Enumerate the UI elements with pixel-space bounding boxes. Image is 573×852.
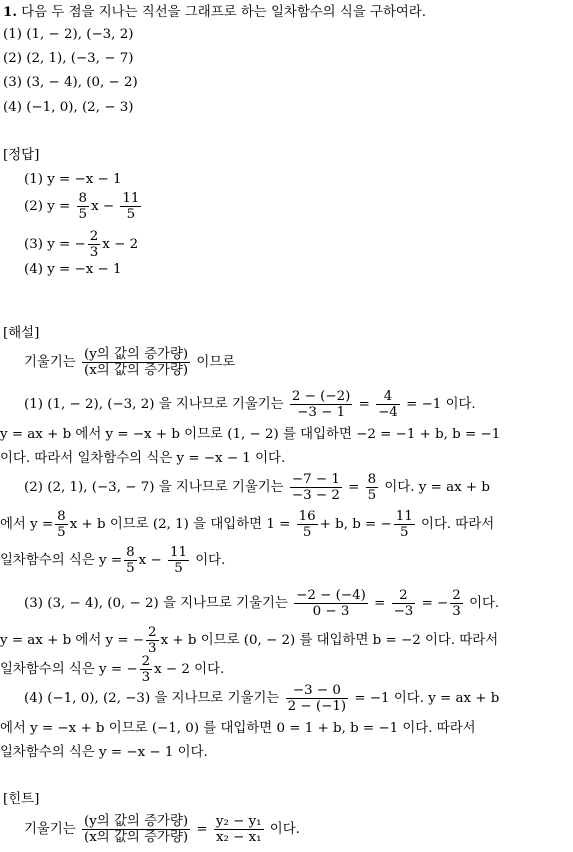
solution-1-line-1: (1) (1, − 2), (−3, 2) 을 지나므로 기울기는 $\frac{2 - (-2)}{-3 - 1}$ = $\frac{4}{-4}$ = −1 이다. bbox=[24, 389, 476, 420]
problem-item-3: (3) (3, − 4), (0, − 2) bbox=[3, 75, 138, 90]
solution-3-text: (3) (3, − 4), (0, − 2) 을 지나므로 기울기는 bbox=[24, 596, 288, 611]
fraction bbox=[77, 192, 90, 221]
numerator: −7 − 1 bbox=[291, 472, 340, 487]
numerator: 2 bbox=[392, 589, 416, 604]
denominator: −3 bbox=[393, 604, 414, 619]
solution-2-line-3 bbox=[0, 546, 225, 575]
text: 이다. 따라서 bbox=[421, 517, 495, 532]
text: 일차함수의 식은 y = bbox=[0, 553, 123, 568]
text: 일차함수의 식은 y = − bbox=[0, 662, 138, 677]
fraction bbox=[214, 815, 264, 844]
denominator: 5 bbox=[78, 207, 88, 222]
denominator: 5 bbox=[57, 525, 66, 540]
text: x + b 이므로 (0, − 2) 를 대입하면 b = −2 이다. 따라서 bbox=[160, 633, 499, 648]
text: x − 2 이다. bbox=[154, 662, 225, 677]
denominator: 5 bbox=[126, 207, 136, 222]
hint-prefix: 기울기는 bbox=[24, 822, 76, 837]
fraction bbox=[55, 510, 68, 539]
solution-header: [해설] bbox=[3, 326, 40, 341]
solution-4-line-2: 에서 y = −x + b 이므로 (−1, 0) 를 대입하면 0 = 1 + b, b = −1 이다. 따라서 bbox=[0, 721, 476, 736]
numerator: 8 bbox=[126, 545, 135, 560]
numerator: 11 bbox=[395, 509, 413, 524]
fraction bbox=[120, 192, 141, 221]
solution-2-line-1: (2) (2, 1), (−3, − 7) 을 지나므로 기울기는 $\frac{-7 - 1}{-3 - 2}$ = $\frac{8}{5}$ 이다. y = ax + b bbox=[24, 472, 490, 503]
fraction bbox=[290, 390, 352, 419]
fraction bbox=[294, 589, 368, 618]
solution-2-result: 이다. y = ax + b bbox=[384, 480, 490, 495]
denominator: 3 bbox=[141, 670, 151, 685]
fraction bbox=[376, 390, 400, 419]
fraction bbox=[392, 589, 416, 618]
answer-2-prefix: (2) y = bbox=[24, 199, 71, 214]
fraction bbox=[140, 655, 153, 684]
problem-line bbox=[3, 4, 426, 21]
numerator: 2 − (−2) bbox=[291, 389, 351, 404]
problem-item-1: (1) (1, − 2), (−3, 2) bbox=[3, 27, 134, 42]
numerator: y₂ − y₁ bbox=[215, 814, 262, 829]
hint-suffix: 이다. bbox=[269, 822, 300, 837]
fraction bbox=[168, 546, 189, 575]
answer-1: (1) y = −x − 1 bbox=[24, 172, 122, 187]
denominator: 0 − 3 bbox=[312, 604, 350, 619]
numerator: 11 bbox=[169, 545, 187, 560]
numerator: (y의 값의 증가량) bbox=[84, 347, 189, 362]
solution-3-line-2 bbox=[0, 626, 498, 655]
text: x + b 이므로 (2, 1) 을 대입하면 1 = bbox=[69, 517, 291, 532]
denominator: 5 bbox=[126, 561, 135, 576]
text: + b, b = − bbox=[319, 517, 392, 532]
denominator: −3 − 1 bbox=[297, 405, 346, 420]
denominator: (x의 값의 증가량) bbox=[84, 830, 189, 845]
numerator: 8 bbox=[57, 509, 66, 524]
solution-1-text: (1) (1, − 2), (−3, 2) 을 지나므로 기울기는 bbox=[24, 397, 284, 412]
numerator: 2 bbox=[89, 229, 99, 244]
solution-4-line-3: 일차함수의 식은 y = −x − 1 이다. bbox=[0, 745, 208, 760]
text: y = ax + b 에서 y = − bbox=[0, 633, 145, 648]
answer-3-prefix: (3) y = − bbox=[24, 237, 86, 252]
denominator: 5 bbox=[174, 561, 183, 576]
solution-3-result: 이다. bbox=[469, 596, 500, 611]
problem-item-4: (4) (−1, 0), (2, − 3) bbox=[3, 100, 134, 115]
answer-2-mid: x − bbox=[91, 199, 115, 214]
fraction bbox=[366, 473, 379, 502]
fraction bbox=[124, 546, 137, 575]
denominator: 2 − (−1) bbox=[287, 699, 347, 714]
fraction bbox=[394, 510, 415, 539]
numerator: 8 bbox=[78, 191, 88, 206]
numerator: −3 − 0 bbox=[286, 684, 348, 699]
solution-4-result: = −1 이다. y = ax + b bbox=[354, 691, 500, 706]
answer-header: [정답] bbox=[3, 148, 40, 163]
answer-4: (4) y = −x − 1 bbox=[24, 262, 122, 277]
answer-3 bbox=[24, 230, 138, 259]
denominator: 3 bbox=[452, 604, 461, 619]
solution-3-line-3 bbox=[0, 655, 224, 684]
text: 에서 y = bbox=[0, 517, 54, 532]
hint-formula bbox=[24, 815, 300, 844]
denominator: (x의 값의 증가량) bbox=[84, 363, 189, 378]
solution-1-result: = −1 이다. bbox=[406, 397, 476, 412]
denominator: −3 − 2 bbox=[291, 488, 340, 503]
solution-2-text: (2) (2, 1), (−3, − 7) 을 지나므로 기울기는 bbox=[24, 480, 284, 495]
numerator: 2 bbox=[141, 654, 151, 669]
fraction bbox=[450, 589, 463, 618]
slope-suffix: 이므로 bbox=[196, 355, 236, 370]
numerator: 11 bbox=[122, 191, 140, 206]
fraction bbox=[286, 684, 348, 713]
denominator: 3 bbox=[148, 641, 157, 656]
solution-slope-def bbox=[24, 348, 235, 377]
hint-header: [힌트] bbox=[3, 792, 40, 807]
numerator: (y의 값의 증가량) bbox=[84, 814, 189, 829]
numerator: 8 bbox=[367, 472, 377, 487]
problem-item-2: (2) (2, 1), (−3, − 7) bbox=[3, 51, 134, 66]
slope-prefix: 기울기는 bbox=[24, 355, 76, 370]
denominator: 5 bbox=[302, 525, 312, 540]
fraction bbox=[297, 510, 318, 539]
denominator: x₂ − x₁ bbox=[215, 830, 262, 845]
answer-2 bbox=[24, 192, 143, 221]
numerator: 16 bbox=[298, 509, 316, 524]
denominator: 3 bbox=[89, 245, 99, 260]
numerator: 4 bbox=[376, 390, 400, 405]
denominator: −4 bbox=[378, 405, 398, 420]
equals-sign: = bbox=[196, 822, 208, 837]
answer-3-suffix: x − 2 bbox=[102, 237, 139, 252]
fraction bbox=[290, 473, 342, 502]
numerator: 2 bbox=[148, 625, 157, 640]
numerator: −2 − (−4) bbox=[296, 588, 366, 603]
solution-1-line-3: 이다. 따라서 일차함수의 식은 y = −x − 1 이다. bbox=[0, 451, 286, 466]
fraction bbox=[82, 815, 190, 844]
fraction bbox=[82, 348, 190, 377]
solution-4-text: (4) (−1, 0), (2, −3) 을 지나므로 기울기는 bbox=[24, 691, 280, 706]
denominator: 5 bbox=[399, 525, 409, 540]
fraction bbox=[88, 230, 101, 259]
numerator: 2 bbox=[452, 588, 461, 603]
solution-2-line-2 bbox=[0, 510, 494, 539]
solution-4-line-1 bbox=[24, 684, 499, 713]
fraction bbox=[146, 626, 159, 655]
text: x − bbox=[138, 553, 162, 568]
problem-statement: 다음 두 점을 지나는 직선을 그래프로 하는 일차함수의 식을 구하여라. bbox=[21, 5, 427, 20]
text: 이다. bbox=[195, 553, 226, 568]
solution-1-line-2: y = ax + b 에서 y = −x + b 이므로 (1, − 2) 를 대입하면 −2 = −1 + b, b = −1 bbox=[0, 427, 501, 442]
solution-3-line-1: (3) (3, − 4), (0, − 2) 을 지나므로 기울기는 $\frac{-2 - (-4)}{0 - 3}$ = $\frac{2}{-3}$ = − $\frac{2}{3}$ 이다. bbox=[24, 588, 500, 619]
problem-number: 1. bbox=[3, 4, 17, 20]
denominator: 5 bbox=[367, 488, 377, 503]
